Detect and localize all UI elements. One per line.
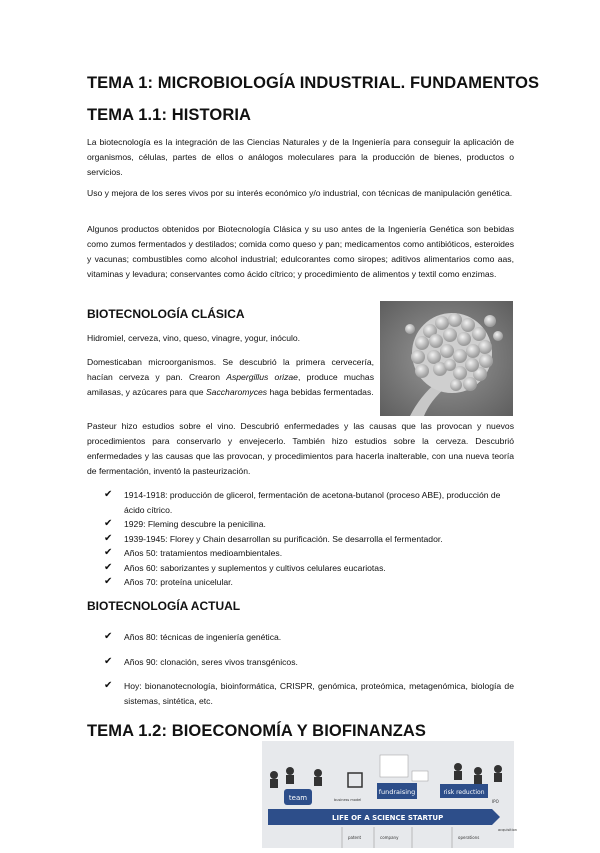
list-item-text: Años 50: tratamientos medioambientales. [124,548,283,558]
species-aspergillus: Aspergillus orizae [226,372,298,382]
paragraph-clasica-list: Hidromiel, cerveza, vino, queso, vinagre, yogur, inóculo. [87,333,301,343]
check-icon: ✔ [104,655,113,667]
startup-diagram-graphic [262,741,517,848]
list-item-text: 1939-1945: Florey y Chain desarrollan su purificación. Se desarrolla el fermentador. [124,533,443,544]
aspergillus-image [380,301,513,416]
acquisition-label: acquisition [498,828,517,832]
list-item-text: Años 80: técnicas de ingeniería genética. [124,632,282,642]
paragraph-uso: Uso y mejora de los seres vivos por su interés económico y/o industrial, con técnicas de manipulación genética. [87,188,513,198]
list-item-text: Años 70: proteína unicelular. [124,577,233,587]
list-item [104,517,514,532]
stage-team-label: team [288,794,308,802]
ipo-label: IPO [492,799,499,804]
section-title-bioeconomia: TEMA 1.2: BIOECONOMÍA Y BIOFINANZAS [87,722,427,740]
list-item [104,532,514,547]
company-label: company [380,835,399,840]
check-icon: ✔ [104,576,113,587]
check-icon: ✔ [104,489,113,500]
clasica-milestones-list [104,488,514,590]
list-item-text: 1929: Fleming descubre la penicilina. [124,519,266,529]
check-icon: ✔ [104,680,113,691]
list-item [104,546,514,561]
text-span: Domesticaban microorganismos. Se descubrió la primera cervecería, hacían cerveza y pan. Crearon [87,357,374,382]
text-span: haga bebidas fermentadas. [267,387,374,397]
species-saccharomyces: Saccharomyces [205,387,268,397]
paragraph-productos: Algunos productos obtenidos por Biotecnología Clásica y su uso antes de la Ingeniería Genética son bebidas como zumos fermentados y destilados; comida como queso y pan; medicamentos como antibióticos, esteroides y vacunas; combustibles como alcohol industrial; edulcorantes como siropes; aditivos alimentarios como aas, vitaminas y levadura; conservantes como ácido cítrico; y procedimiento de alimentos y textil como enzimas. [87,224,514,279]
check-icon: ✔ [104,547,113,558]
aspergillus-micrograph [380,301,513,416]
check-icon: ✔ [104,631,113,642]
check-icon: ✔ [104,532,113,544]
business-model-label: business model [334,798,362,802]
main-title: TEMA 1: MICROBIOLOGÍA INDUSTRIAL. FUNDAMENTOS [87,74,540,92]
section-title-clasica: BIOTECNOLOGÍA CLÁSICA [87,307,245,321]
list-item [104,488,514,517]
paragraph-pasteur: Pasteur hizo estudios sobre el vino. Descubrió enfermedades y las causas que las provocan y nuevos procedimientos para conservarlo y envejecerlo. También hizo estudios sobre la cerveza. Descubrió enfermedades y las causas que las provocan, y procedimientos para hacerla inalterable, con una nueva teoría de fermentación, inventó la pasteurización. [87,421,514,476]
section-title-historia: TEMA 1.1: HISTORIA [87,106,252,124]
startup-lifecycle-diagram [262,741,517,848]
check-icon: ✔ [104,561,113,573]
section-title-actual: BIOTECNOLOGÍA ACTUAL [87,599,241,613]
patent-label: patent [348,835,362,840]
list-item [104,575,514,590]
list-item-text: 1914-1918: producción de glicerol, fermentación de acetona-butanol (proceso ABE), producción de ácido cítrico. [124,490,501,515]
list-item [104,655,514,670]
list-item-text: Hoy: bionanotecnología, bioinformática, CRISPR, genómica, proteómica, metagenómica, biología de sistemas, sintética, etc. [124,681,514,706]
check-icon: ✔ [104,518,113,529]
operations-label: operations [458,835,480,840]
list-item [104,679,514,708]
stage-risk-label: risk reduction [443,789,485,796]
list-item [104,630,514,645]
list-item-text: Años 90: clonación, seres vivos transgénicos. [124,656,298,667]
list-item [104,561,514,576]
stage-fundraising-label: fundraising [378,788,416,796]
banner-label: LIFE OF A SCIENCE STARTUP [332,814,444,822]
actual-milestones-list [104,630,514,718]
paragraph-domesticaban [87,355,374,400]
text-span: , produce muchas amilasas, y azúcares para que [87,372,375,397]
paragraph-definition: La biotecnología es la integración de las Ciencias Naturales y de la Ingeniería para conseguir la aplicación de organismos, células, partes de ellos o análogos moleculares para la producción de bienes, productos o servicios. [87,137,514,177]
list-item-text: Años 60: saborizantes y suplementos y cultivos celulares eucariotas. [124,562,386,573]
